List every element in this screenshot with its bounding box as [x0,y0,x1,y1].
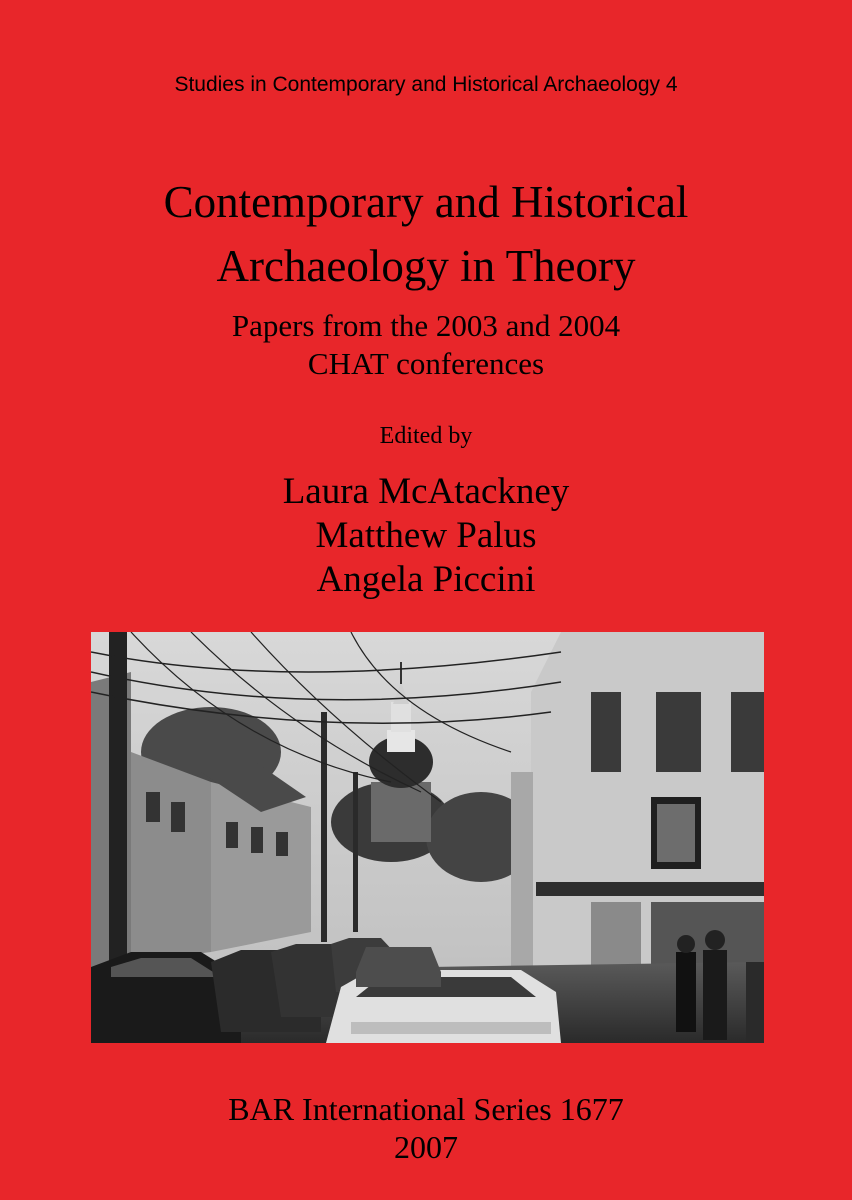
series-title: Studies in Contemporary and Historical Archaeology 4 [174,73,678,96]
publication-info [0,1090,852,1166]
book-subtitle-line-2: CHAT conferences [307,346,545,381]
publication-year: 2007 [394,1129,458,1165]
street-scene-photo [91,632,764,1043]
editor-name: Matthew Palus [315,515,537,556]
editor-name: Laura McAtackney [282,471,570,512]
book-subtitle [0,307,852,383]
edited-by-label: Edited by [379,423,473,449]
editor-name: Angela Piccini [316,559,536,600]
publisher-series: BAR International Series 1677 [228,1091,624,1127]
editor-list [0,470,852,602]
book-title-line-1: Contemporary and Historical [163,177,689,227]
book-title [0,170,852,298]
book-title-line-2: Archaeology in Theory [216,241,636,291]
book-subtitle-line-1: Papers from the 2003 and 2004 [231,308,621,343]
